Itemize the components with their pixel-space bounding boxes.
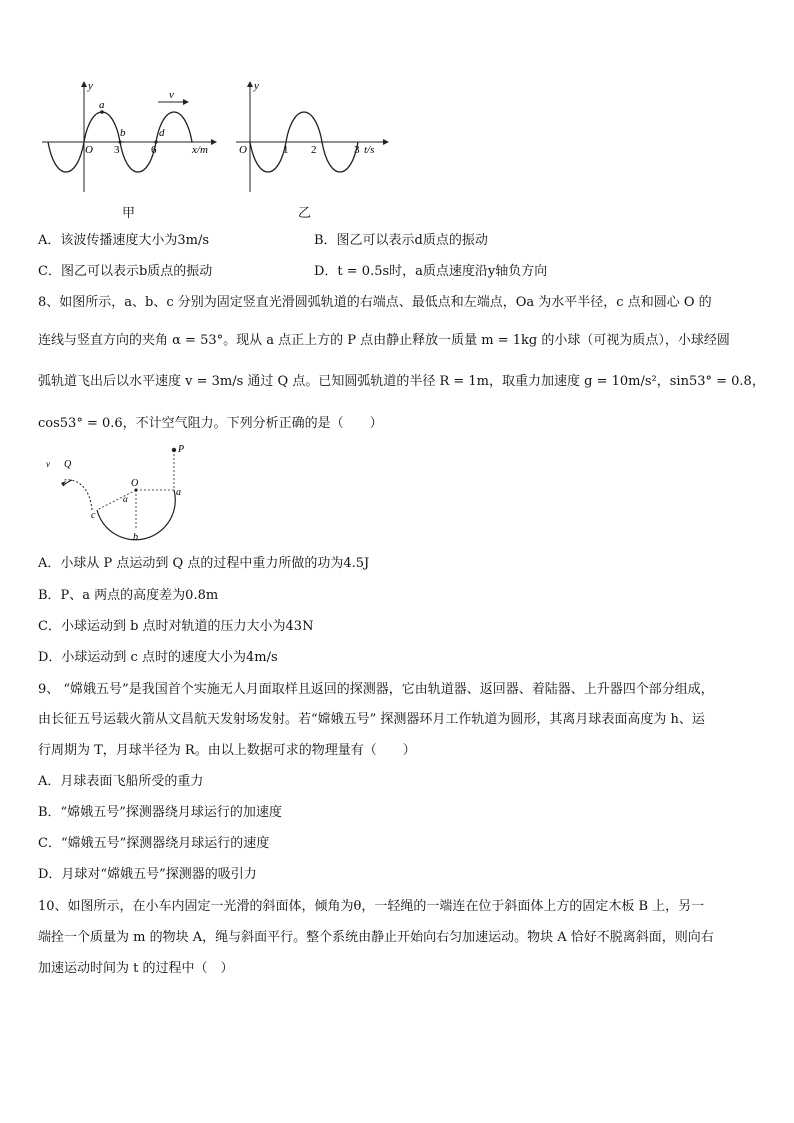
q-label: Q xyxy=(64,459,72,470)
origin-label: O xyxy=(239,144,247,156)
a-label: a xyxy=(176,487,181,498)
figure-caption-jia: 甲 xyxy=(122,206,136,221)
v-label: v xyxy=(169,89,174,101)
x-unit-label: x/m xyxy=(192,144,208,156)
wave-graph-jia xyxy=(38,78,228,196)
q8-stem-line-3: 弧轨道飞出后以水平速度 v = 3m/s 通过 Q 点。已知圆弧轨道的半径 R = 1m，取重力加速度 g = 10m/s²，sin53° = 0.8， xyxy=(38,374,765,389)
tick-3: 3 xyxy=(114,144,120,156)
q8-stem-line-2: 连线与竖直方向的夹角 α = 53°。现从 a 点正上方的 P 点由静止释放一质量 m = 1kg 的小球（可视为质点），小球经圆 xyxy=(38,333,730,348)
tick-3: 3 xyxy=(354,144,360,156)
tick-6: 6 xyxy=(151,144,157,156)
y-label: y xyxy=(88,80,93,92)
q7-option-a: A．该波传播速度大小为3m/s xyxy=(38,233,210,248)
q8-option-c: C．小球运动到 b 点时对轨道的压力大小为43N xyxy=(38,619,314,634)
q8-option-d: D．小球运动到 c 点时的速度大小为4m/s xyxy=(38,650,278,665)
q7-option-d: D．t = 0.5s时，a质点速度沿y轴负方向 xyxy=(314,264,548,279)
point-d-label: d xyxy=(159,127,165,139)
alpha-label: α xyxy=(123,494,128,504)
origin-label: O xyxy=(85,144,93,156)
q9-stem-line-3: 行周期为 T，月球半径为 R。由以上数据可求的物理量有（ ） xyxy=(38,743,416,758)
vibration-graph-yi xyxy=(232,78,392,196)
q9-option-c: C．“嫦娥五号”探测器绕月球运行的速度 xyxy=(38,836,270,851)
b-label: b xyxy=(133,532,138,543)
q8-option-b: B．P、a 两点的高度差为0.8m xyxy=(38,588,219,603)
q10-stem-line-1: 10、如图所示，在小车内固定一光滑的斜面体，倾角为θ，一轻绳的一端连在位于斜面体上方的固定木板 B 上，另一 xyxy=(38,899,705,914)
y-label: y xyxy=(254,80,259,92)
arc-track-figure xyxy=(40,440,200,544)
tick-1: 1 xyxy=(283,144,289,156)
point-b-label: b xyxy=(120,127,126,139)
o-label: O xyxy=(131,478,139,489)
tick-2: 2 xyxy=(311,144,317,156)
flight-path xyxy=(64,480,92,510)
p-label: P xyxy=(178,444,185,455)
q9-stem-line-2: 由长征五号运载火箭从文昌航天发射场发射。若“嫦娥五号” 探测器环月工作轨道为圆形，其离月球表面高度为 h、运 xyxy=(38,712,705,727)
point-a-label: a xyxy=(99,99,105,111)
q8-stem-line-4: cos53° = 0.6，不计空气阻力。下列分析正确的是（ ） xyxy=(38,416,383,431)
figure-caption-yi: 乙 xyxy=(298,206,312,221)
v-label: v xyxy=(46,459,50,469)
q9-option-a: A．月球表面飞船所受的重力 xyxy=(38,774,204,789)
q7-option-c: C．图乙可以表示b质点的振动 xyxy=(38,264,213,279)
radius-oc xyxy=(97,490,136,510)
q10-stem-line-3: 加速运动时间为 t 的过程中（ ） xyxy=(38,961,234,976)
q7-option-b: B．图乙可以表示d质点的振动 xyxy=(314,233,488,248)
q10-stem-line-2: 端拴一个质量为 m 的物块 A，绳与斜面平行。整个系统由静止开始向右匀加速运动。物块 A 恰好不脱离斜面，则向右 xyxy=(38,930,714,945)
point-p xyxy=(172,448,176,452)
q9-stem-line-1: 9、 “嫦娥五号”是我国首个实施无人月面取样且返回的探测器，它由轨道器、返回器、着陆器、上升器四个部分组成， xyxy=(38,682,714,697)
q9-option-b: B．“嫦娥五号”探测器绕月球运行的加速度 xyxy=(38,805,282,820)
q8-option-a: A．小球从 P 点运动到 Q 点的过程中重力所做的功为4.5J xyxy=(38,556,370,571)
q9-option-d: D．月球对“嫦娥五号”探测器的吸引力 xyxy=(38,867,257,882)
t-unit-label: t/s xyxy=(364,144,375,156)
c-label: c xyxy=(91,510,96,521)
q8-stem-line-1: 8、如图所示，a、b、c 分别为固定竖直光滑圆弧轨道的右端点、最低点和左端点，Oa 为水平半径，c 点和圆心 O 的 xyxy=(38,295,712,310)
